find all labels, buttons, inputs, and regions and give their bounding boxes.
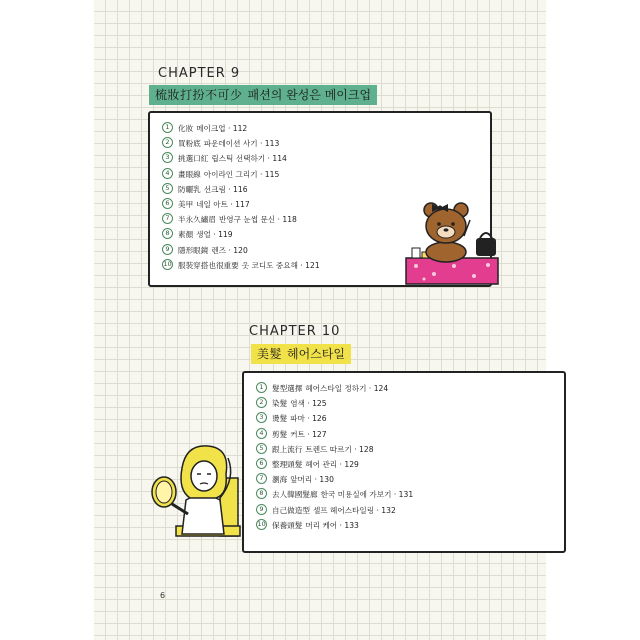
item-hanja: 剪髮: [272, 429, 288, 439]
item-number: 4: [162, 168, 173, 179]
item-number: 9: [162, 244, 173, 255]
chapter-9-label: CHAPTER 9: [158, 66, 241, 81]
item-label: 아이라인 그리기 · 115: [203, 169, 280, 179]
item-hanja: 整理頭髮: [272, 459, 303, 469]
item-number: 1: [256, 382, 267, 393]
item-label: 생얼 · 119: [196, 230, 233, 240]
chapter-9-title: [149, 85, 377, 105]
item-label: 셀프 헤어스타일링 · 132: [312, 505, 396, 515]
item-number: 2: [162, 137, 173, 148]
item-number: 4: [256, 428, 267, 439]
item-label: 네일 아트 · 117: [196, 199, 250, 209]
item-hanja: 瀏海: [272, 475, 288, 485]
chapter-10-label: CHAPTER 10: [249, 324, 341, 339]
item-label: 한국 미용실에 가보기 · 131: [320, 490, 414, 500]
item-label: 옷 코디도 중요해 · 121: [241, 260, 320, 270]
bear-makeup-illustration: [404, 196, 500, 288]
item-label: 렌즈 · 120: [211, 245, 248, 255]
chapter-9-title-hanja: 梳妝打扮不可少: [155, 88, 243, 102]
item-number: 7: [256, 473, 267, 484]
item-number: 8: [256, 488, 267, 499]
item-number: 5: [162, 183, 173, 194]
item-number: 10: [163, 259, 172, 268]
page-number: 6: [160, 591, 166, 600]
girl-mirror-illustration: [146, 438, 252, 538]
item-label: 반영구 눈썹 문신 · 118: [218, 215, 297, 225]
item-label: 커트 · 127: [290, 429, 327, 439]
item-hanja: 去人韓國髮廊: [272, 490, 318, 500]
item-label: 파마 · 126: [290, 414, 327, 424]
item-hanja: 髮型選擇: [272, 384, 303, 393]
book-page: [94, 0, 546, 640]
item-number: 6: [162, 198, 173, 209]
item-number: 8: [162, 228, 173, 239]
item-hanja: 素顏: [178, 230, 194, 240]
item-label: 파운데이션 사기 · 113: [203, 139, 280, 149]
chapter-10-title-hanja: 美髮: [257, 347, 283, 361]
item-number: 5: [256, 443, 267, 454]
item-label: 립스틱 선택하기 · 114: [211, 154, 287, 164]
item-hanja: 化妝: [178, 124, 194, 133]
item-label: 메이크업 · 112: [196, 124, 248, 133]
item-hanja: 染髮: [272, 399, 288, 409]
item-number: 7: [162, 213, 173, 224]
chapter-9-title-hangul: 패션의 완성은 메이크업: [247, 88, 372, 102]
item-hanja: 半永久繡眉: [178, 215, 216, 225]
item-label: 헤어스타일 정하기 · 124: [305, 384, 389, 393]
item-hanja: 自己做造型: [272, 505, 310, 515]
item-label: 헤어 관리 · 129: [305, 459, 359, 469]
item-number: 6: [256, 458, 267, 469]
item-hanja: 保養頭髮: [272, 520, 303, 530]
item-label: 선크림 · 116: [203, 184, 248, 194]
item-hanja: 服裝穿搭也很重要: [178, 260, 239, 270]
item-number: 1: [162, 122, 173, 133]
item-hanja: 挑選口紅: [178, 154, 209, 164]
item-hanja: 畫眼線: [178, 169, 201, 179]
item-label: 앞머리 · 130: [290, 475, 334, 485]
item-hanja: 隱形眼鏡: [178, 245, 209, 255]
chapter-10-title: [251, 344, 351, 364]
item-label: 트렌드 따르기 · 128: [305, 444, 374, 454]
item-hanja: 美甲: [178, 199, 194, 209]
item-number: 2: [256, 397, 267, 408]
item-hanja: 防曬乳: [178, 184, 201, 194]
item-label: 염색 · 125: [290, 399, 327, 409]
item-number: 10: [257, 519, 266, 528]
item-number: 3: [256, 412, 267, 423]
item-number: 9: [256, 504, 267, 515]
item-label: 머리 케어 · 133: [305, 520, 359, 530]
item-hanja: 燙髮: [272, 414, 288, 424]
item-hanja: 買粉底: [178, 139, 201, 149]
item-number: 3: [162, 152, 173, 163]
chapter-10-title-hangul: 헤어스타일: [287, 347, 345, 361]
item-hanja: 跟上流行: [272, 444, 303, 454]
